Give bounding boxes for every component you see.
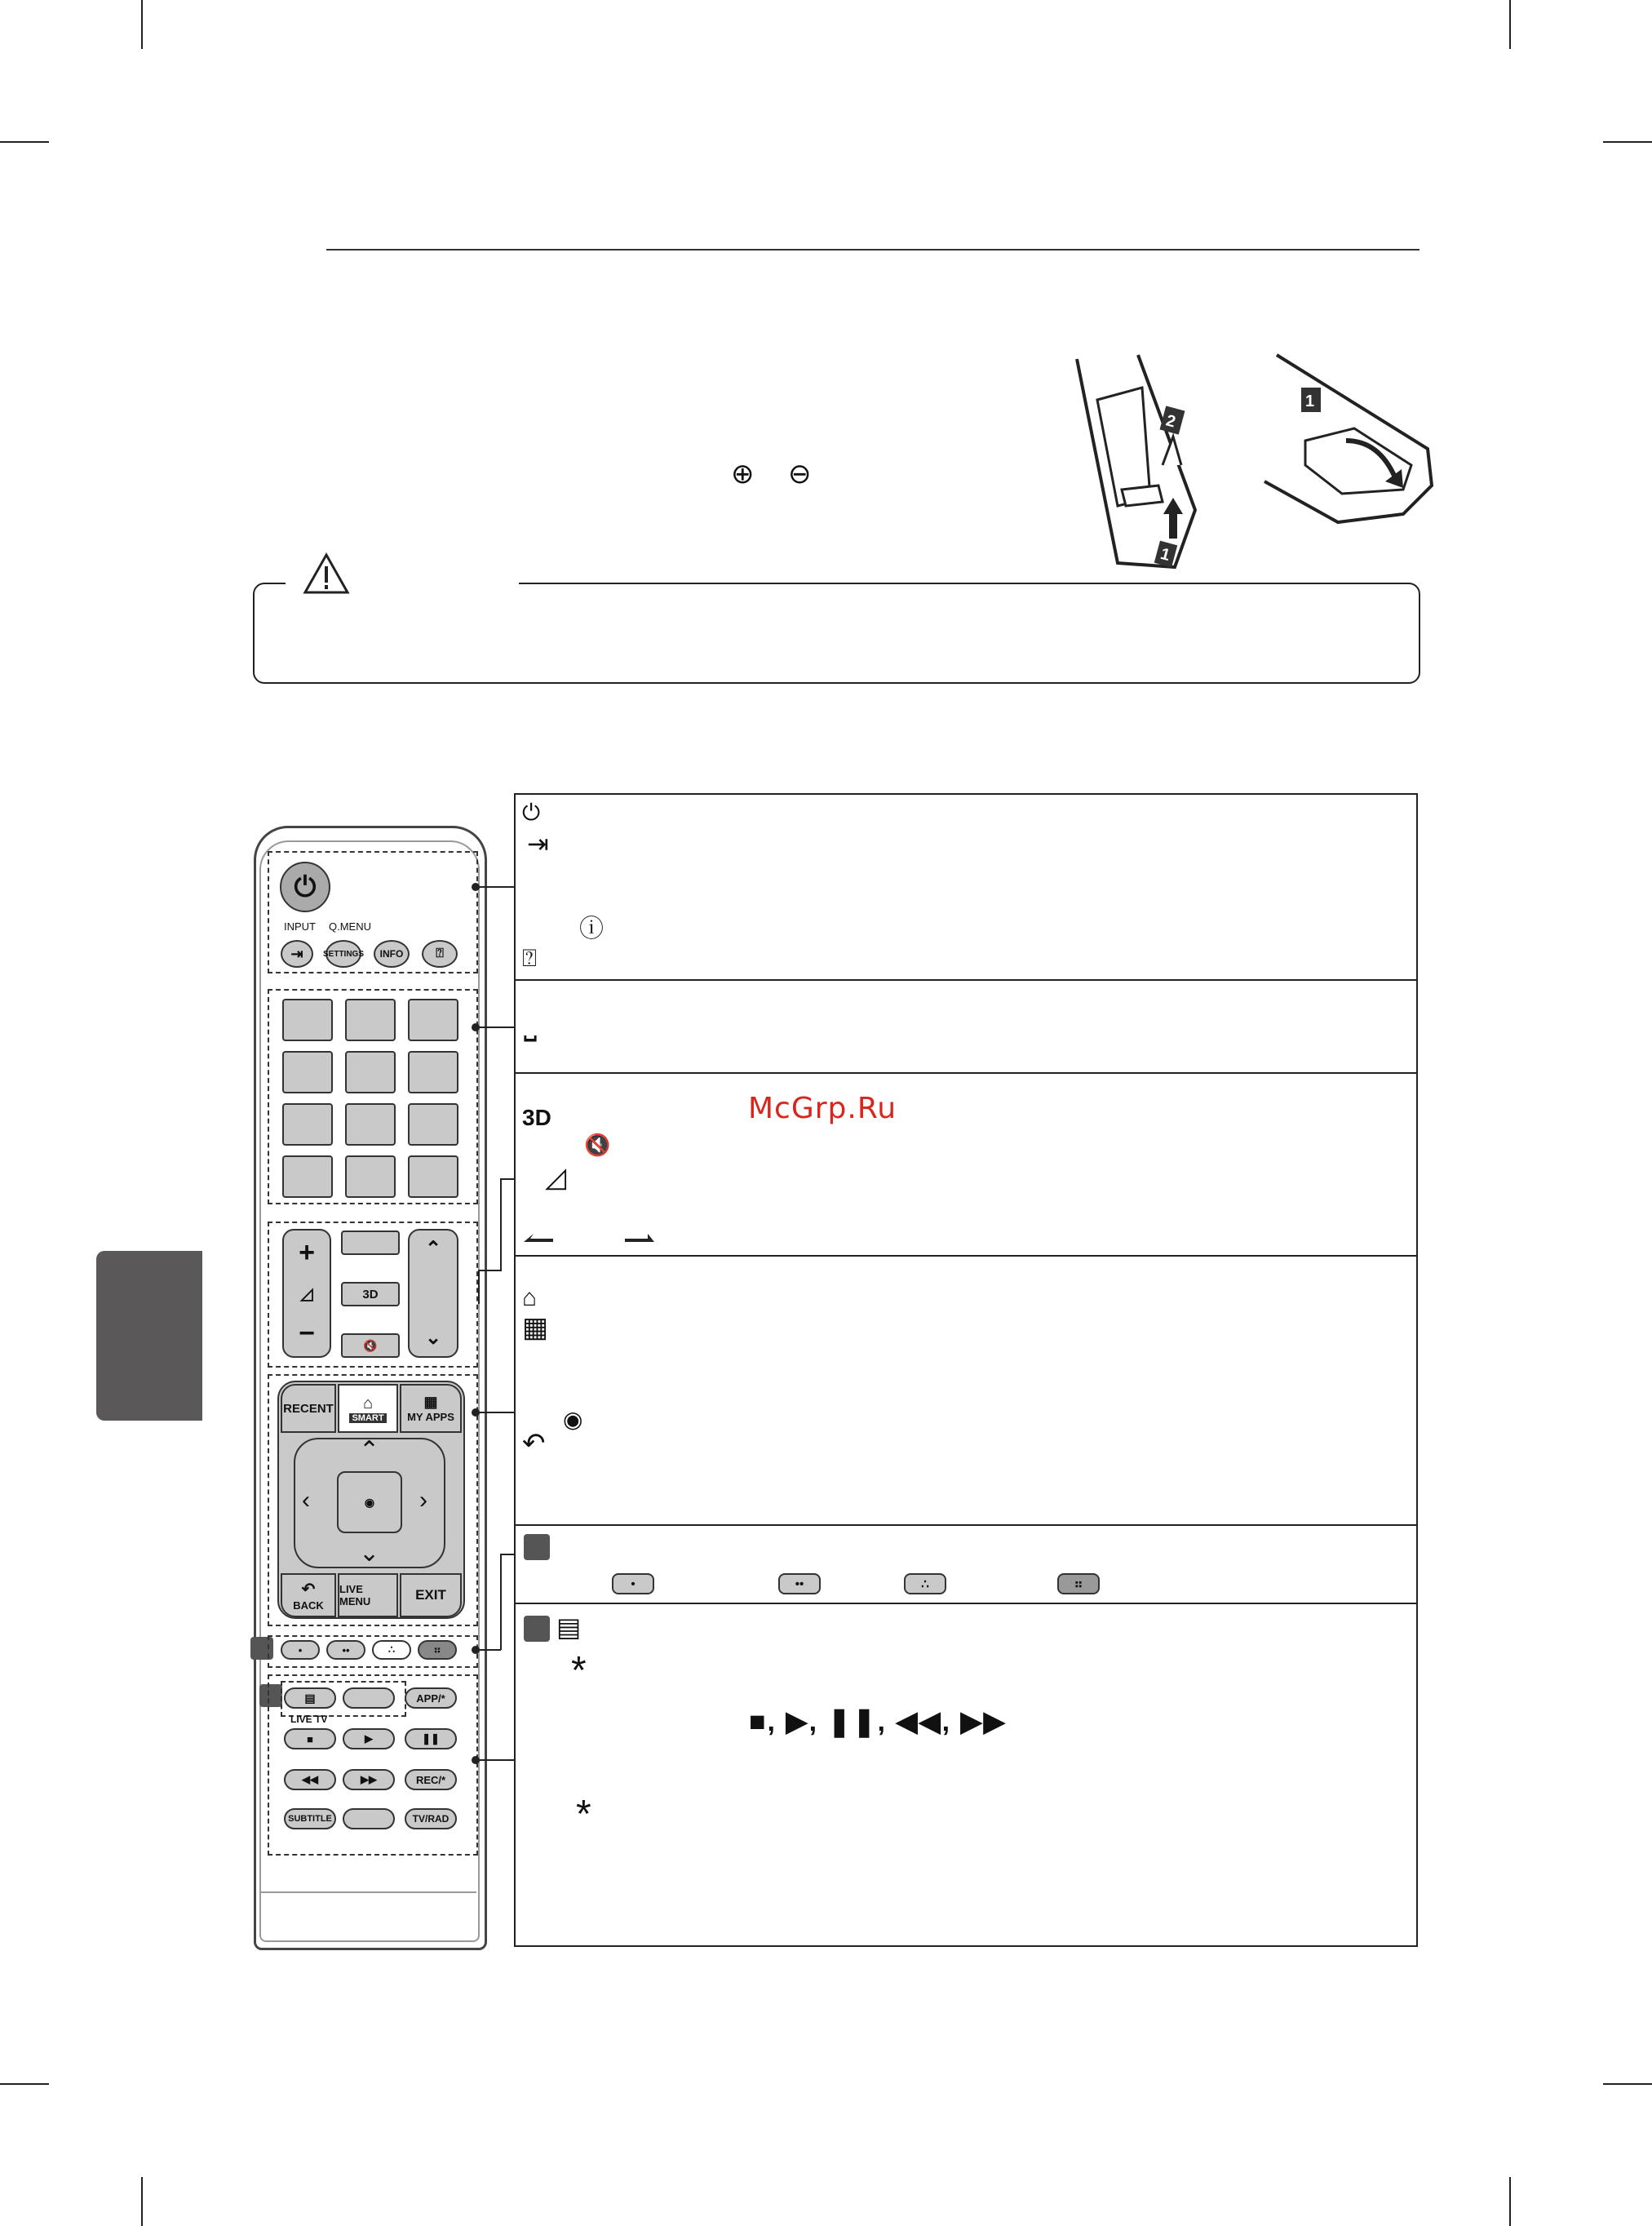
page-up-icon <box>522 1231 555 1244</box>
subtitle-button[interactable]: SUBTITLE <box>284 1808 336 1829</box>
table-row-divider <box>514 1072 1416 1074</box>
number-key[interactable] <box>345 1051 396 1093</box>
step-2-label: 2 <box>1163 411 1178 432</box>
description-table <box>514 793 1418 1947</box>
livetv-label: LIVE TV <box>290 1714 328 1725</box>
apps-icon: ▦ <box>423 1394 438 1410</box>
threed-icon: 3D <box>522 1105 551 1130</box>
live-menu-button[interactable]: LIVE MENU <box>338 1573 398 1617</box>
group-1-connector-line <box>478 886 514 888</box>
green-button-icon: •• <box>778 1573 821 1594</box>
mute-icon: 🔇 <box>584 1133 611 1157</box>
qmenu-label: Q.MENU <box>329 920 371 933</box>
group-2-connector-line <box>478 1027 514 1028</box>
number-key[interactable] <box>282 1051 333 1093</box>
page-down-icon <box>623 1231 656 1244</box>
back-icon: ↶ <box>522 1428 546 1459</box>
smart-label: SMART <box>349 1413 386 1423</box>
crop-mark <box>1603 141 1652 143</box>
home-icon: ⌂ <box>522 1284 538 1311</box>
number-key[interactable] <box>345 999 396 1041</box>
info-icon: ⓘ <box>579 916 604 942</box>
color-row-connector-line <box>478 1649 501 1651</box>
settings-button[interactable]: SETTINGS <box>326 940 361 968</box>
fast-forward-button[interactable]: ▶▶ <box>343 1769 395 1790</box>
header-rule <box>326 249 1419 251</box>
color-row-connector-line <box>500 1554 502 1650</box>
media-controls-icons: ■, ▶, ❚❚, ◀◀, ▶▶ <box>749 1706 1007 1737</box>
volume-icon: ◿ <box>300 1284 313 1303</box>
home-icon: ⌂ <box>362 1394 374 1412</box>
recent-button[interactable]: RECENT <box>281 1384 336 1433</box>
teletext-icon: ▤ <box>556 1612 582 1642</box>
group-3-connector-line <box>500 1178 515 1180</box>
asterisk-icon: * <box>576 1793 591 1836</box>
channel-rocker[interactable] <box>408 1229 458 1358</box>
dpad-up-icon[interactable]: ⌃ <box>359 1437 380 1464</box>
battery-cover-diagram <box>1061 351 1436 571</box>
yellow-button-icon: ∴ <box>904 1573 946 1594</box>
pause-button[interactable]: ❚❚ <box>405 1728 457 1749</box>
info-button[interactable]: INFO <box>374 940 410 968</box>
crop-mark <box>1509 0 1511 49</box>
threed-button[interactable]: 3D <box>341 1282 400 1306</box>
crop-mark <box>0 2083 49 2085</box>
yellow-button[interactable]: ∴ <box>372 1640 411 1660</box>
crop-mark <box>141 0 143 49</box>
dpad-right-icon[interactable]: › <box>419 1487 427 1514</box>
back-button[interactable] <box>281 1573 336 1617</box>
watermark-text: McGrp.Ru <box>748 1092 897 1125</box>
rewind-button[interactable]: ◀◀ <box>284 1769 336 1790</box>
table-row-divider <box>514 1255 1416 1257</box>
red-button-icon: • <box>612 1573 654 1594</box>
apps-icon: ▦ <box>522 1312 549 1343</box>
guide-icon: ⍰ <box>522 945 537 972</box>
blue-button-icon: ⠶ <box>1057 1573 1100 1594</box>
volume-up-icon: + <box>299 1237 315 1268</box>
dpad-down-icon[interactable]: ⌄ <box>359 1540 380 1567</box>
caution-box <box>253 583 1420 684</box>
chapter-tab <box>96 1251 202 1421</box>
channel-up-icon: ⌃ <box>424 1238 442 1260</box>
number-key[interactable] <box>345 1103 396 1146</box>
number-key[interactable] <box>408 1155 458 1198</box>
blank-button[interactable] <box>341 1231 400 1255</box>
guide-button[interactable]: ⍰ <box>422 940 458 968</box>
plus-icon: ⊕ <box>731 459 755 490</box>
minus-icon: ⊖ <box>788 459 812 490</box>
remote-base-line <box>259 1891 476 1893</box>
my-apps-button[interactable] <box>400 1384 462 1433</box>
group-4-connector-line <box>478 1412 514 1413</box>
step-1-label: 1 <box>1158 544 1172 565</box>
number-key[interactable] <box>408 1103 458 1146</box>
warning-icon <box>302 552 351 596</box>
blue-button[interactable]: ⠶ <box>418 1640 457 1660</box>
number-key[interactable] <box>282 999 333 1041</box>
green-button[interactable]: •• <box>326 1640 365 1660</box>
input-button[interactable]: ⇥ <box>281 940 313 968</box>
play-button[interactable]: ▶ <box>343 1728 395 1749</box>
table-row-divider <box>514 979 1416 981</box>
ok-button[interactable]: ◉ <box>337 1471 402 1533</box>
group-6-connector-line <box>478 1759 514 1761</box>
number-key[interactable] <box>282 1155 333 1198</box>
marker-square <box>524 1616 550 1642</box>
crop-mark <box>1603 2083 1652 2085</box>
tv-rad-button[interactable]: TV/RAD <box>405 1808 457 1829</box>
number-key[interactable] <box>345 1155 396 1198</box>
group-3-connector-line <box>478 1270 502 1271</box>
back-label: BACK <box>293 1599 324 1612</box>
asterisk-icon: * <box>571 1649 587 1692</box>
back-icon: ↶ <box>301 1581 316 1599</box>
input-label: INPUT <box>284 920 316 933</box>
app-button[interactable]: APP/* <box>405 1687 457 1709</box>
mute-button[interactable]: 🔇 <box>341 1333 400 1358</box>
crop-mark <box>141 2177 143 2226</box>
step-1-label-right: 1 <box>1305 392 1315 410</box>
number-key[interactable] <box>408 1051 458 1093</box>
space-icon: ⎵ <box>524 1005 537 1041</box>
group-3-connector-line <box>500 1178 502 1270</box>
volume-down-icon: − <box>299 1318 315 1349</box>
rec-button[interactable]: REC/* <box>405 1769 457 1790</box>
table-row-divider <box>514 1524 1416 1526</box>
volume-rocker[interactable] <box>282 1229 331 1358</box>
number-key[interactable] <box>408 999 458 1041</box>
blank-pill-button[interactable] <box>343 1808 395 1829</box>
smart-button[interactable] <box>338 1384 398 1433</box>
number-key[interactable] <box>282 1103 333 1146</box>
blank-pill-button[interactable] <box>343 1687 395 1709</box>
input-icon: ⇥ <box>527 829 549 858</box>
marker-square <box>524 1534 550 1560</box>
crop-mark <box>0 141 49 143</box>
exit-button[interactable]: EXIT <box>400 1573 462 1617</box>
channel-down-icon: ⌄ <box>424 1327 442 1349</box>
dpad-left-icon[interactable]: ‹ <box>302 1487 310 1514</box>
power-button[interactable]: ⏻ <box>280 862 330 912</box>
red-button[interactable]: • <box>281 1640 320 1660</box>
my-apps-label: MY APPS <box>407 1411 454 1423</box>
stop-button[interactable]: ■ <box>284 1728 336 1749</box>
color-row-connector-line <box>500 1554 515 1555</box>
crop-mark <box>1509 2177 1511 2226</box>
volume-icon: ◿ <box>545 1162 567 1193</box>
power-icon: ⏻ <box>522 800 541 825</box>
table-row-divider <box>514 1603 1416 1604</box>
group-3-connector-line <box>478 1270 480 1304</box>
ok-icon: ◉ <box>563 1407 583 1432</box>
teletext-button[interactable]: ▤ <box>284 1687 336 1709</box>
